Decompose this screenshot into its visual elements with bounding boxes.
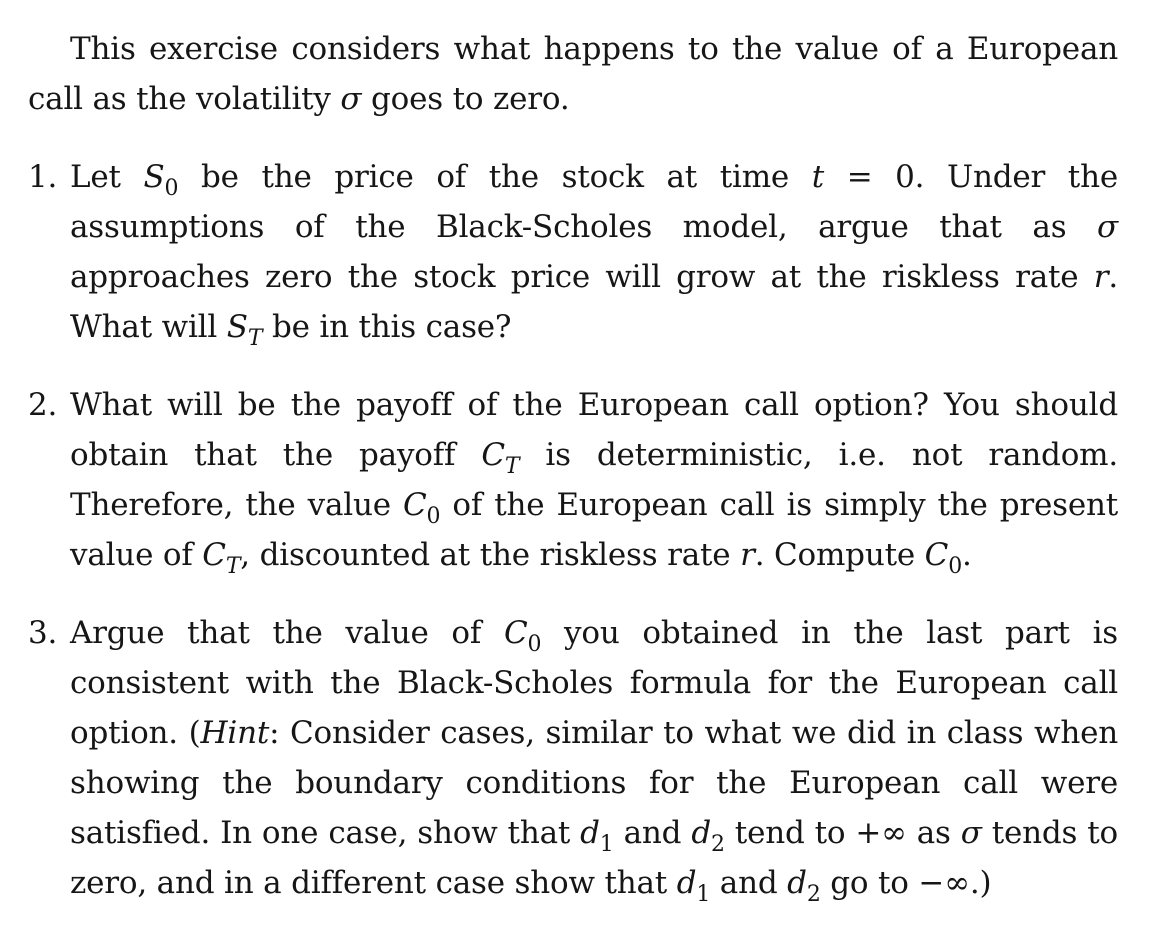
item-text <box>70 152 1118 352</box>
d2-symbol: d <box>787 865 807 901</box>
intro-paragraph <box>28 24 1118 124</box>
subscript: 0 <box>164 176 179 201</box>
list-item-3 <box>28 608 1118 908</box>
subscript: 1 <box>599 832 614 857</box>
subscript: T <box>504 454 520 479</box>
text-run: you obtained in the last part is consistent with the Black-Scholes formula for the European call option. ( <box>70 615 1119 751</box>
subscript: 1 <box>696 882 711 907</box>
d1-symbol: d <box>676 865 697 901</box>
call-value-symbol: C <box>202 537 226 573</box>
text-run: be in this case? <box>262 309 512 345</box>
subscript: 2 <box>710 832 725 857</box>
text-run: . <box>962 537 972 573</box>
call-value-symbol: C <box>924 537 949 573</box>
text-run: of the European call is simply the present value of <box>70 487 1118 573</box>
item-number: 1. <box>28 159 58 195</box>
text-run: be the price of the stock at time <box>178 159 812 195</box>
item-text <box>70 380 1118 580</box>
text-run: . What will <box>70 259 1118 345</box>
sigma-symbol: σ <box>340 81 362 117</box>
list-item-2 <box>28 380 1118 580</box>
sigma-symbol: σ <box>1097 209 1118 245</box>
text-run: and <box>710 865 788 901</box>
stock-price-symbol: S <box>226 309 248 345</box>
text-run: = 0. Under the assumptions of the Black-Scholes model, argue that as <box>70 159 1118 245</box>
text-run: approaches zero the stock price will grow at the riskless rate <box>70 259 1094 295</box>
subscript: 0 <box>426 504 441 529</box>
text-run: : Consider cases, similar to what we did in class when showing the boundary conditions for the European call were satisfied. In one case, show that <box>70 715 1118 851</box>
subscript: 0 <box>527 632 542 657</box>
text-run: , discounted at the riskless rate <box>240 537 741 573</box>
time-symbol: t <box>811 159 824 195</box>
subscript: 0 <box>948 554 962 579</box>
call-value-symbol: C <box>402 487 427 523</box>
text-run: . Compute <box>754 537 925 573</box>
rate-symbol: r <box>1093 259 1109 295</box>
subscript: T <box>247 326 263 351</box>
subscript: 2 <box>806 882 821 907</box>
sigma-symbol: σ <box>960 815 982 851</box>
text-run: go to −∞.) <box>820 865 992 901</box>
item-text <box>70 608 1118 908</box>
d1-symbol: d <box>580 815 600 851</box>
exercise-document <box>28 24 1118 936</box>
call-value-symbol: C <box>481 437 505 473</box>
list-item-1 <box>28 152 1118 352</box>
call-value-symbol: C <box>503 615 528 651</box>
intro-text-2: goes to zero. <box>361 81 570 117</box>
text-run: is deterministic, i.e. not random. Therefore, the value <box>70 437 1119 523</box>
text-run: tend to +∞ as <box>724 815 961 851</box>
item-number: 2. <box>28 387 58 423</box>
stock-price-symbol: S <box>143 159 165 195</box>
text-run: and <box>613 815 692 851</box>
rate-symbol: r <box>740 537 755 573</box>
text-run: Argue that the value of <box>70 615 504 651</box>
d2-symbol: d <box>691 815 711 851</box>
text-run: tends to zero, and in a different case show that <box>70 815 1118 901</box>
hint-label: Hint <box>200 715 270 751</box>
subscript: T <box>225 554 241 579</box>
item-number: 3. <box>28 615 58 651</box>
intro-text-1: This exercise considers what happens to the value of a European call as the volatility <box>28 31 1118 117</box>
text-run: Let <box>70 159 144 195</box>
text-run: What will be the payoff of the European call option? You should obtain that the payoff <box>70 387 1118 473</box>
